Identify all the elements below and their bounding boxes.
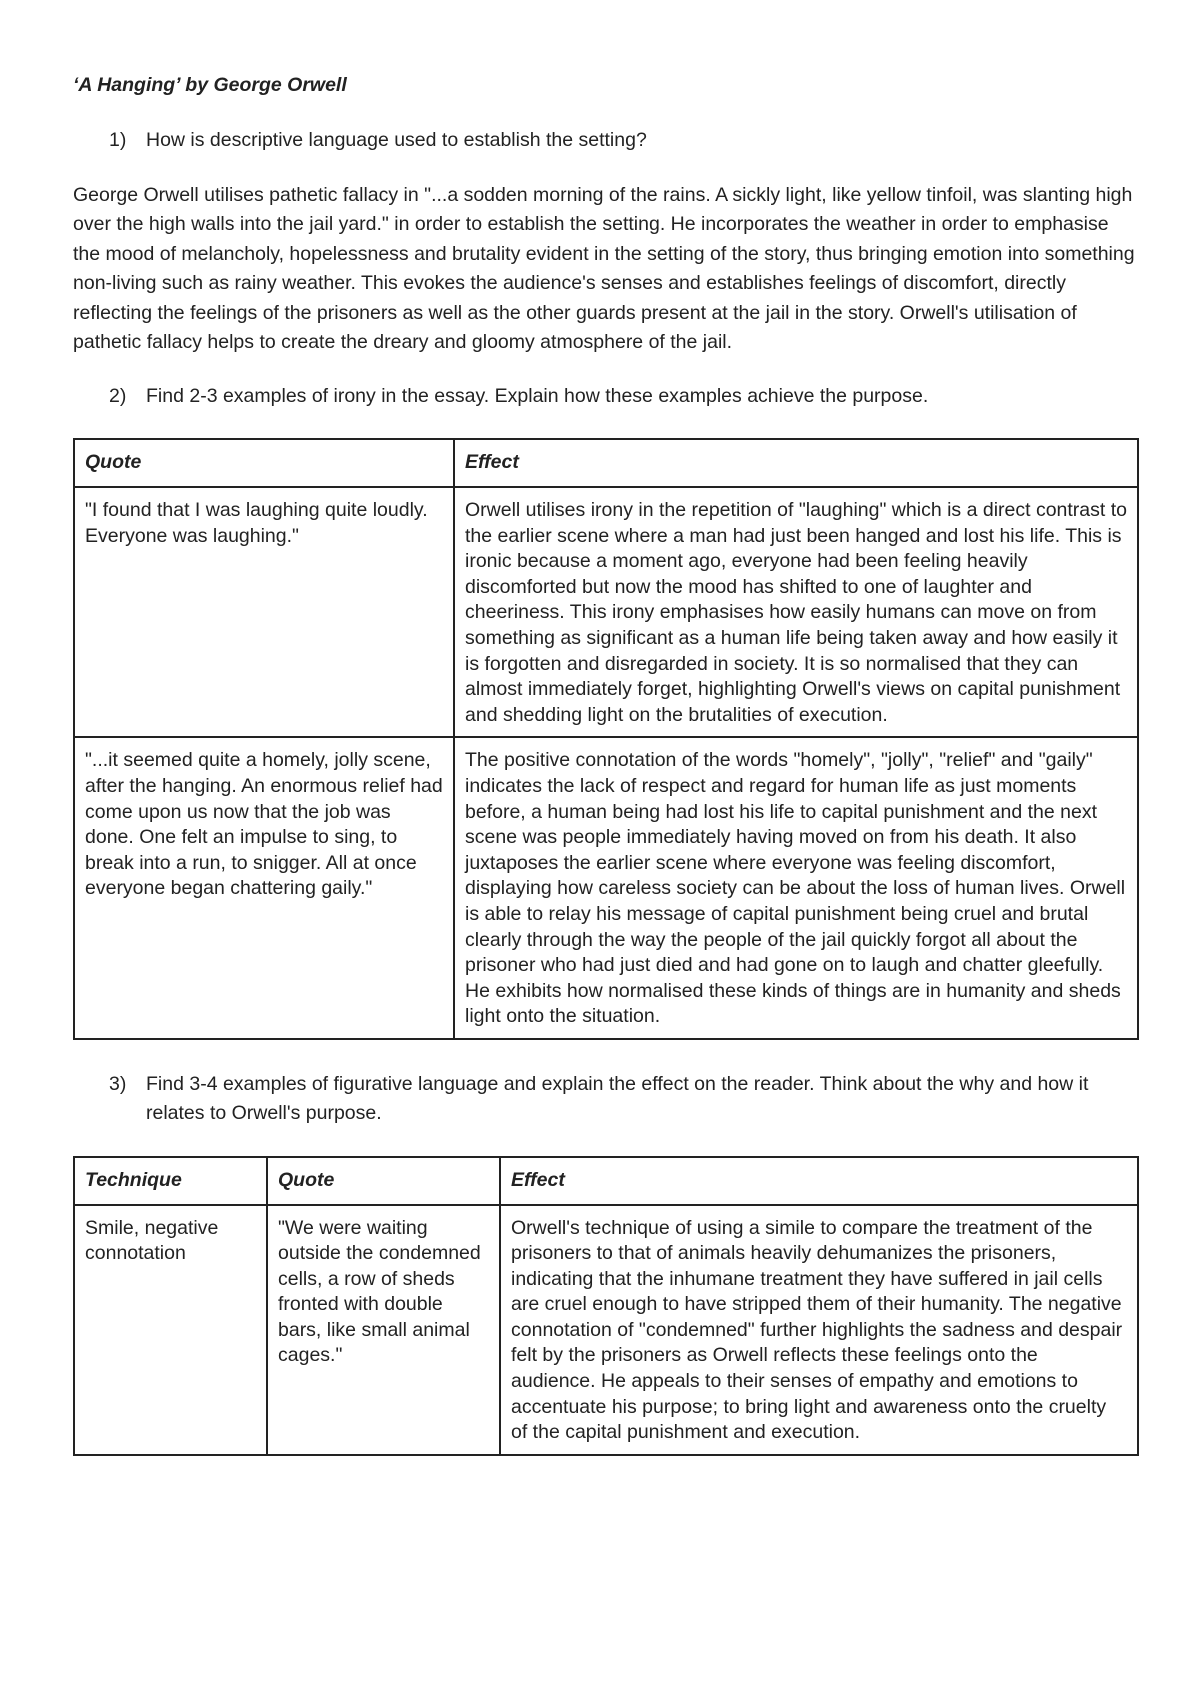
figurative-header-quote: Quote	[267, 1157, 500, 1205]
question-2	[73, 382, 1137, 411]
question-3-text: Find 3-4 examples of figurative language and explain the effect on the reader. Think about the why and how it relates to Orwell's purpose.	[146, 1072, 1089, 1124]
figurative-effect-cell: Orwell's technique of using a simile to compare the treatment of the prisoners to that of animals heavily dehumanizes the prisoners, indicating that the inhumane treatment they have suffered in jail cells are cruel enough to have stripped them of their humanity. The negative connotation of "condemned" further highlights the sadness and despair felt by the prisoners as Orwell reflects these feelings onto the audience. He appeals to their senses of empathy and emotions to accentuate his purpose; to bring light and awareness onto the cruelty of the capital punishment and execution.	[500, 1205, 1138, 1455]
figurative-table-header-row	[74, 1157, 1138, 1205]
question-3-number: 3)	[109, 1072, 127, 1095]
irony-table-header-row	[74, 439, 1138, 487]
irony-quote-cell: "...it seemed quite a homely, jolly scene, after the hanging. An enormous relief had come upon us now that the job was done. One felt an impulse to sing, to break into a run, to snigger. All at once everyone began chattering gaily."	[74, 737, 454, 1039]
table-row	[74, 487, 1138, 737]
irony-header-quote: Quote	[74, 439, 454, 487]
irony-effect-cell: The positive connotation of the words "homely", "jolly", "relief" and "gaily" indicates the lack of respect and regard for human life as just moments before, a human being had lost his life to capital punishment and the next scene was people immediately having moved on from his death. It also juxtaposes the earlier scene where everyone was feeling discomfort, displaying how careless society can be about the loss of human lives. Orwell is able to relay his message of capital punishment being cruel and brutal clearly through the way the people of the jail quickly forgot all about the prisoner who had just died and had gone on to laugh and chatter gleefully. He exhibits how normalised these kinds of things are in humanity and sheds light onto the situation.	[454, 737, 1138, 1039]
table-row	[74, 1205, 1138, 1455]
irony-table	[73, 438, 1139, 1039]
figurative-header-effect: Effect	[500, 1157, 1138, 1205]
question-2-text: Find 2-3 examples of irony in the essay. Explain how these examples achieve the purpose.	[146, 385, 929, 408]
irony-quote-cell: "I found that I was laughing quite loudly. Everyone was laughing."	[74, 487, 454, 737]
question-1-number: 1)	[109, 129, 127, 151]
question-3	[73, 1070, 1137, 1128]
question-2-number: 2)	[109, 385, 127, 408]
figurative-language-table	[73, 1156, 1139, 1456]
figurative-header-technique: Technique	[74, 1157, 267, 1205]
question-1-text: How is descriptive language used to establish the setting?	[146, 129, 647, 151]
irony-effect-cell: Orwell utilises irony in the repetition of "laughing" which is a direct contrast to the earlier scene where a man had just been hanged and lost his life. This is ironic because a moment ago, everyone had been feeling heavily discomforted but now the mood has shifted to one of laughter and cheeriness. This irony emphasises how easily humans can move on from something as significant as a human life being taken away and how easily it is forgotten and disregarded in society. It is so normalised that they can almost immediately forget, highlighting Orwell's views on capital punishment and shedding light on the brutalities of execution.	[454, 487, 1138, 737]
figurative-quote-cell: "We were waiting outside the condemned cells, a row of sheds fronted with double bars, like small animal cages."	[267, 1205, 500, 1455]
document-title: ‘A Hanging’ by George Orwell	[73, 74, 347, 96]
answer-1-paragraph: George Orwell utilises pathetic fallacy in "...a sodden morning of the rains. A sickly light, like yellow tinfoil, was slanting high over the high walls into the jail yard." in order to establish the setting. He incorporates the weather in order to emphasise the mood of melancholy, hopelessness and brutality evident in the setting of the story, thus bringing emotion into something non-living such as rainy weather. This evokes the audience's senses and establishes feelings of discomfort, directly reflecting the feelings of the prisoners as well as the other guards present at the jail in the story. Orwell's utilisation of pathetic fallacy helps to create the dreary and gloomy atmosphere of the jail.	[73, 184, 1135, 354]
irony-header-effect: Effect	[454, 439, 1138, 487]
table-row	[74, 737, 1138, 1039]
question-1	[73, 126, 1137, 155]
figurative-technique-cell: Smile, negative connotation	[74, 1205, 267, 1455]
document-page	[73, 70, 1137, 1456]
